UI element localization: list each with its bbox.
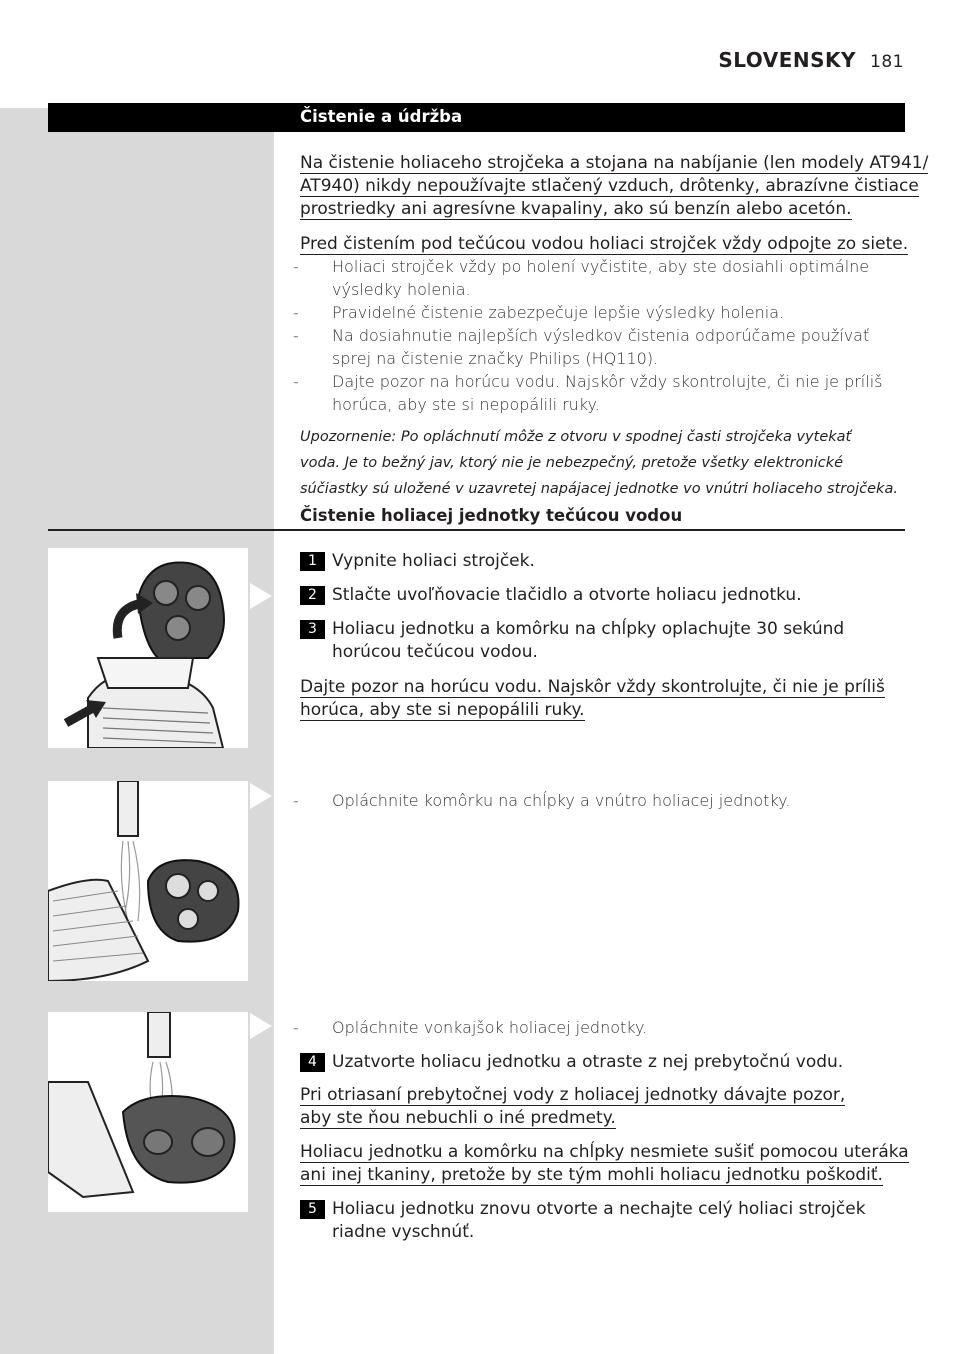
step-text: Stlačte uvoľňovacie tlačidlo a otvorte holiacu jednotku.: [332, 585, 802, 605]
list-item: - Opláchnite komôrku na chĺpky a vnútro holiacej jednotky.: [293, 791, 791, 810]
list-item: - Opláchnite vonkajšok holiacej jednotky.: [293, 1018, 648, 1037]
warning-line: Holiacu jednotku a komôrku na chĺpky nesmiete sušiť pomocou uteráka: [300, 1142, 909, 1162]
intro-warning-line: AT940) nikdy nepoužívajte stlačený vzduch, drôtenky, abrazívne čistiace: [300, 176, 919, 196]
open-shaving-unit-illustration: [48, 548, 248, 748]
step-number: 2: [300, 586, 325, 605]
list-item-text: Na dosiahnutie najlepších výsledkov čistenia odporúčame používať: [332, 326, 870, 345]
warning-line: horúca, aby ste si nepopálili ruky.: [300, 700, 585, 720]
step-5: [300, 1198, 910, 1244]
step-number: 5: [300, 1200, 325, 1219]
step-text: Holiacu jednotku znovu otvorte a nechajte celý holiaci strojček: [332, 1199, 866, 1219]
list-item-text: Holiaci strojček vždy po holení vyčistite, aby ste dosiahli optimálne: [332, 257, 870, 276]
warning-line: Pri otriasaní prebytočnej vody z holiacej jednotky dávajte pozor,: [300, 1085, 846, 1105]
page-number: 181: [870, 52, 904, 72]
note-paragraph: [300, 424, 910, 502]
warning-line: aby ste ňou nebuchli o iné predmety.: [300, 1108, 616, 1128]
towel-warning: [300, 1141, 910, 1187]
step-number: 1: [300, 552, 325, 571]
list-item-text: Opláchnite komôrku na chĺpky a vnútro holiacej jednotky.: [332, 791, 791, 810]
step-text: Holiacu jednotku a komôrku na chĺpky oplachujte 30 sekúnd: [332, 619, 845, 639]
rinse-hair-chamber-illustration: [48, 781, 248, 981]
list-item: - Dajte pozor na horúcu vodu. Najskôr vždy skontrolujte, či nie je príliš horúca, aby ste si nepopálili ruky.: [293, 372, 883, 414]
step-2: [300, 584, 910, 607]
intro-warning-line: Na čistenie holiaceho strojčeka a stojana na nabíjanie (len modely AT941/: [300, 153, 929, 173]
subsection-title: Čistenie holiacej jednotky tečúcou vodou: [300, 506, 683, 525]
note-line: súčiastky sú uložené v uzavretej napájacej jednotke vo vnútri holiaceho strojčeka.: [300, 481, 898, 497]
shake-warning: [300, 1084, 910, 1130]
step-text: riadne vyschnúť.: [332, 1222, 475, 1242]
unplug-warning: [300, 233, 910, 256]
rinse-outside-illustration: [48, 1012, 248, 1212]
step-3: [300, 618, 910, 664]
header-language: SLOVENSKY: [718, 48, 857, 72]
list-item: - Holiaci strojček vždy po holení vyčistite, aby ste dosiahli optimálne výsledky holenia.: [293, 257, 870, 299]
hot-water-warning: [300, 676, 910, 722]
intro-warning: [300, 152, 929, 221]
section-bar: [48, 103, 905, 132]
rinse-inside-item: [293, 789, 913, 812]
step-4: [300, 1051, 910, 1074]
pointer-triangle: [250, 1013, 272, 1039]
note-line: voda. Je to bežný jav, ktorý nie je nebezpečný, pretože všetky elektronické: [300, 455, 844, 471]
list-item-text: horúca, aby ste si nepopálili ruky.: [332, 395, 600, 414]
intro-warning-line: prostriedky ani agresívne kvapaliny, ako sú benzín alebo acetón.: [300, 199, 852, 219]
step-number: 3: [300, 620, 325, 639]
step-text: Uzatvorte holiacu jednotku a otraste z nej prebytočnú vodu.: [332, 1052, 844, 1072]
list-item-text: Dajte pozor na horúcu vodu. Najskôr vždy skontrolujte, či nie je príliš: [332, 372, 883, 391]
list-item: - Na dosiahnutie najlepších výsledkov čistenia odporúčame používať sprej na čistenie značky Philips (HQ110).: [293, 326, 870, 368]
step-text: Vypnite holiaci strojček.: [332, 551, 535, 571]
rinse-outside-item: [293, 1016, 913, 1039]
warning-line: Dajte pozor na horúcu vodu. Najskôr vždy skontrolujte, či nie je príliš: [300, 677, 885, 697]
page-header: [718, 48, 904, 72]
step-number: 4: [300, 1053, 325, 1072]
pointer-triangle: [250, 583, 272, 609]
step-1: [300, 550, 910, 573]
warning-line: ani inej tkaniny, pretože by ste tým mohli holiacu jednotku poškodiť.: [300, 1165, 883, 1185]
pointer-triangle: [250, 783, 272, 809]
list-item-text: Opláchnite vonkajšok holiacej jednotky.: [332, 1018, 648, 1037]
step-text: horúcou tečúcou vodou.: [332, 642, 538, 662]
divider: [48, 529, 905, 531]
list-item-text: Pravidelné čistenie zabezpečuje lepšie výsledky holenia.: [332, 303, 785, 322]
note-line: Upozornenie: Po opláchnutí môže z otvoru v spodnej časti strojčeka vytekať: [300, 429, 852, 445]
list-item: - Pravidelné čistenie zabezpečuje lepšie výsledky holenia.: [293, 303, 785, 322]
section-title: Čistenie a údržba: [300, 107, 463, 126]
list-item-text: sprej na čistenie značky Philips (HQ110).: [332, 349, 659, 368]
tips-list: [293, 255, 913, 416]
list-item-text: výsledky holenia.: [332, 280, 471, 299]
unplug-warning-text: Pred čistením pod tečúcou vodou holiaci strojček vždy odpojte zo siete.: [300, 234, 909, 254]
